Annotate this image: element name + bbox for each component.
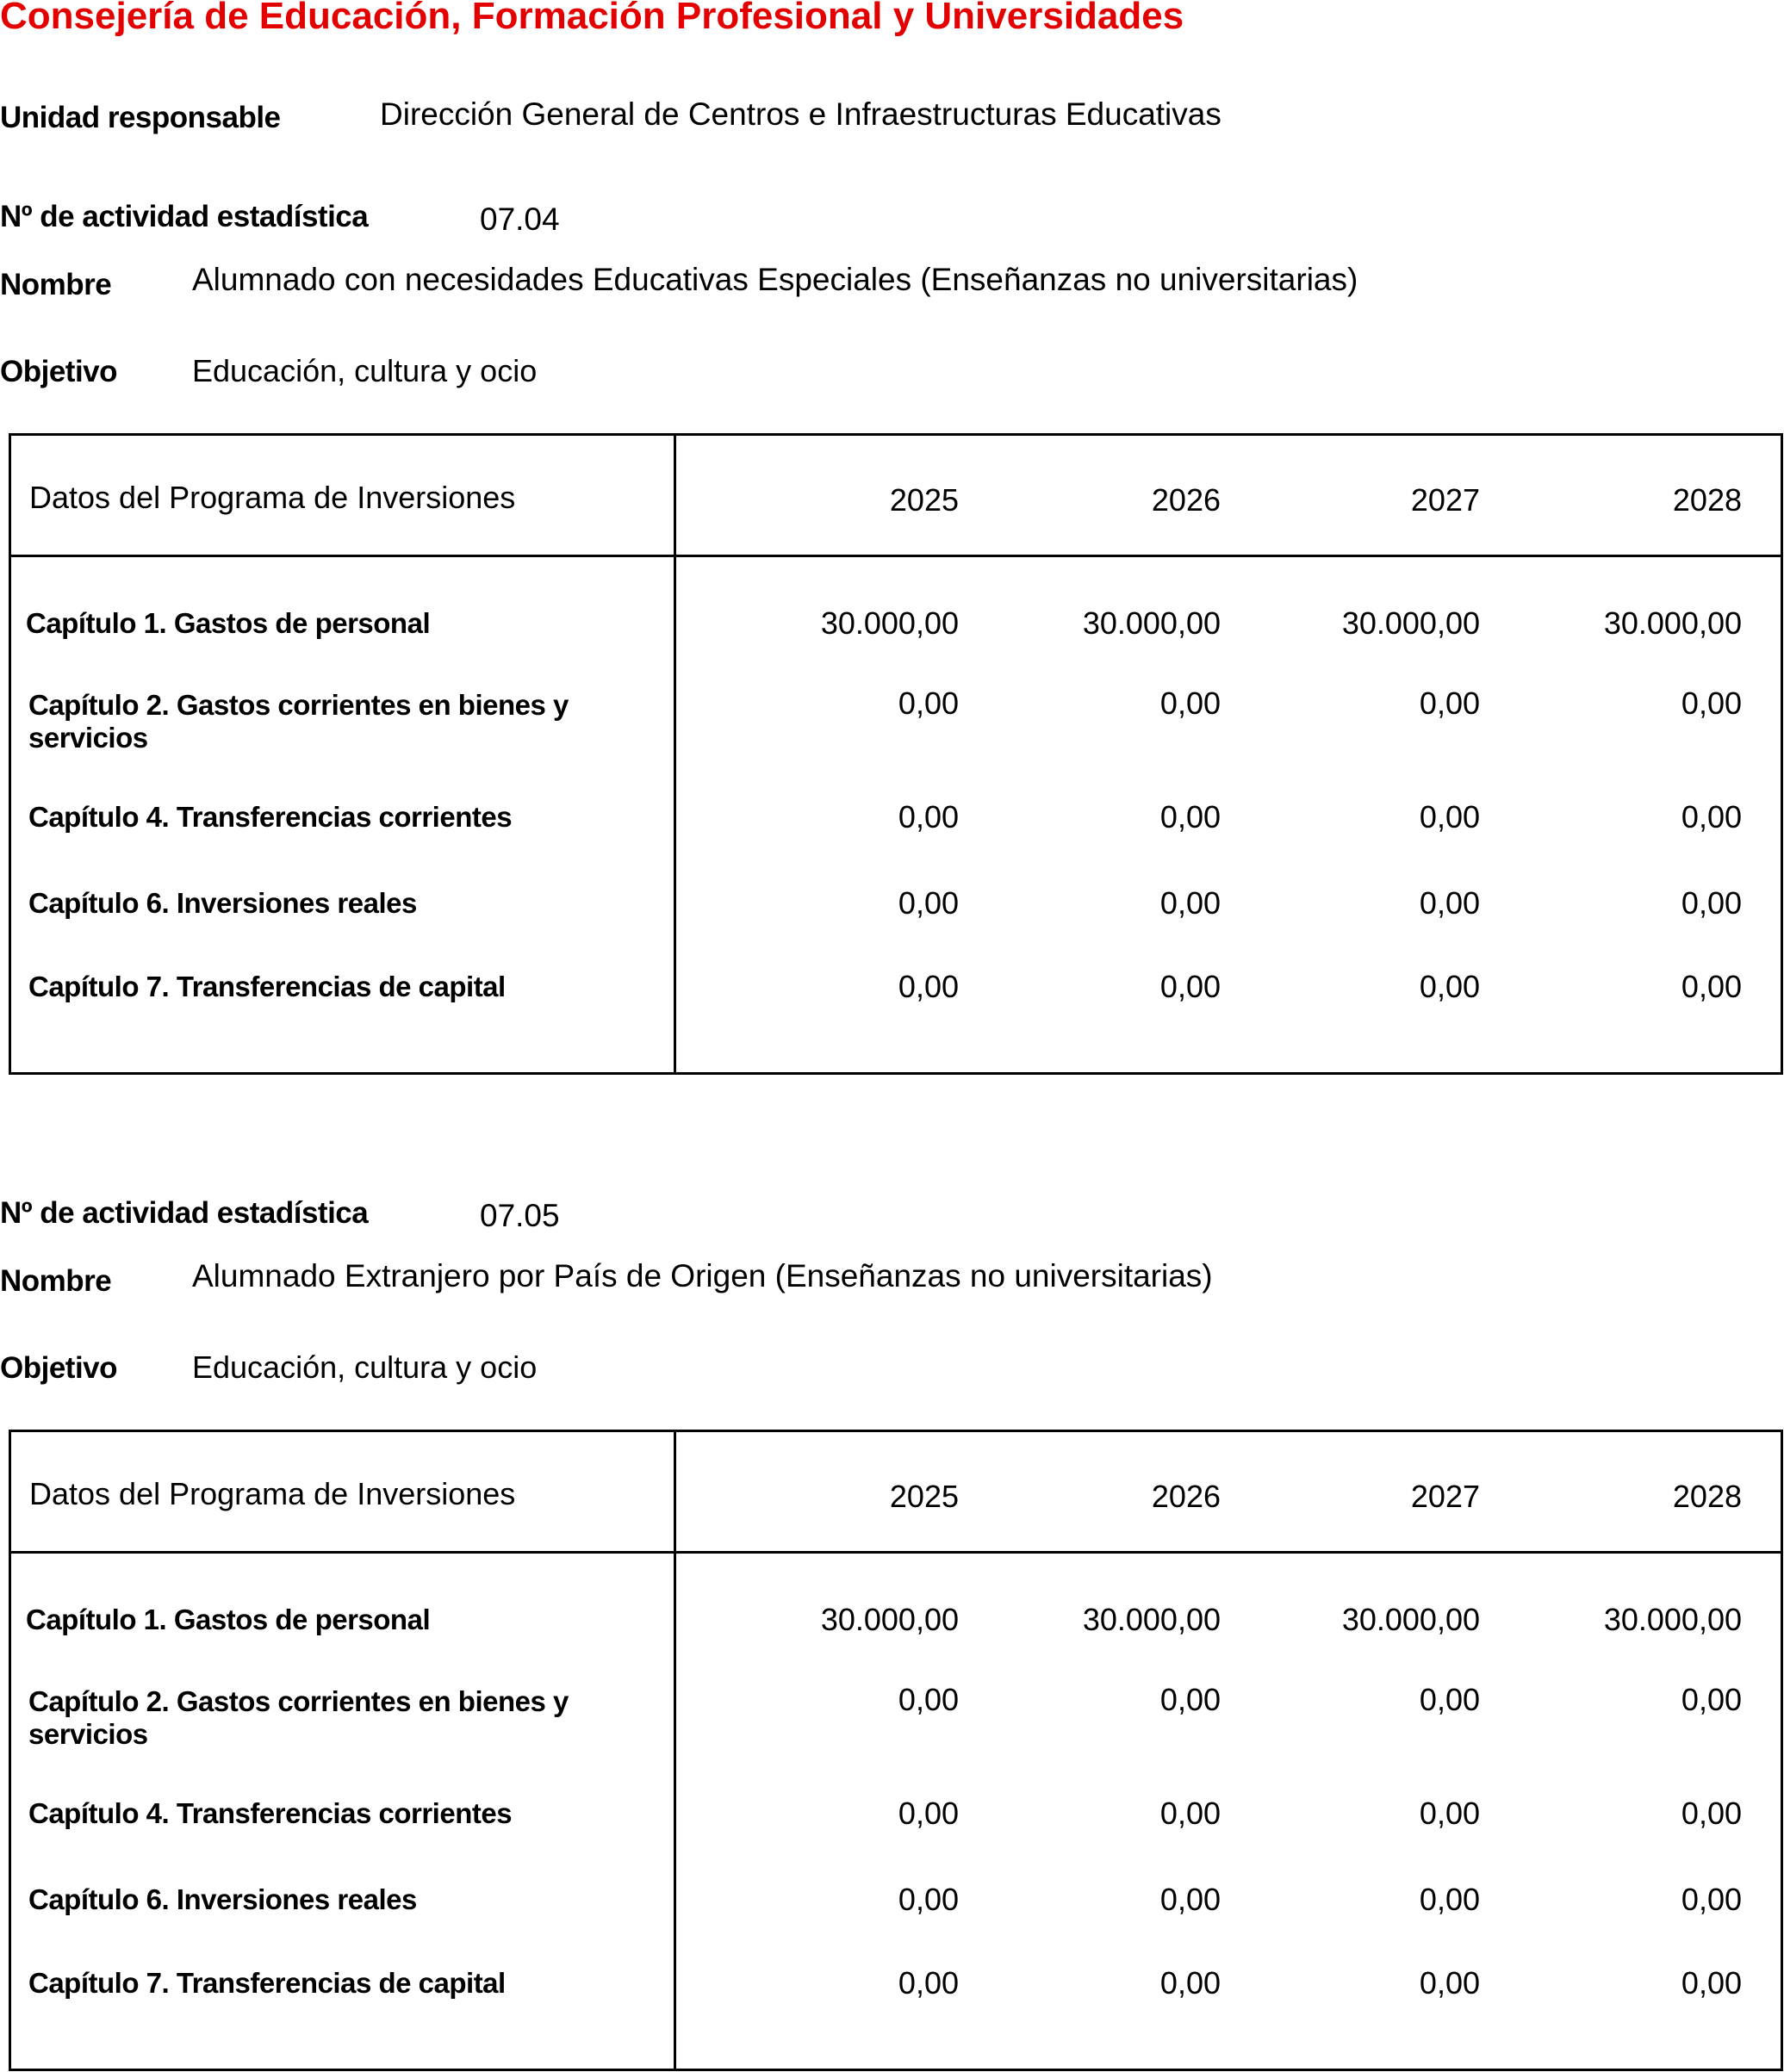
year-header: 2026 — [1151, 1479, 1221, 1514]
cell-value: 0,00 — [1681, 1882, 1742, 1917]
cell-value: 0,00 — [1419, 1965, 1480, 2001]
cell-value: 0,00 — [1681, 1682, 1742, 1717]
cell-value: 0,00 — [898, 685, 959, 721]
year-header: 2025 — [889, 482, 959, 518]
unit-value: Dirección General de Centros e Infraestructuras Educativas — [380, 96, 1221, 132]
year-header: 2027 — [1410, 1479, 1480, 1514]
cell-value: 0,00 — [1419, 969, 1480, 1004]
year-header: 2027 — [1410, 482, 1480, 518]
cell-value: 0,00 — [1681, 685, 1742, 721]
cell-value: 0,00 — [1159, 1796, 1221, 1831]
cell-value: 0,00 — [1681, 885, 1742, 921]
cell-value: 30.000,00 — [1082, 605, 1221, 641]
activity-objective: Educación, cultura y ocio — [192, 353, 538, 388]
cell-value: 30.000,00 — [820, 605, 959, 641]
year-header: 2025 — [889, 1479, 959, 1514]
unit-label: Unidad responsable — [0, 101, 281, 134]
cell-value: 0,00 — [898, 1796, 959, 1831]
table-column-divider — [674, 436, 676, 1072]
cell-value: 0,00 — [898, 799, 959, 834]
activity-number-label: Nº de actividad estadística — [0, 200, 369, 233]
row-label: Capítulo 7. Transferencias de capital — [28, 1967, 506, 1999]
cell-value: 0,00 — [1419, 1796, 1480, 1831]
activity-name-label: Nombre — [0, 1264, 112, 1298]
activity-number: 07.05 — [480, 1198, 560, 1233]
year-header: 2028 — [1672, 1479, 1742, 1514]
cell-value: 0,00 — [1159, 1682, 1221, 1717]
cell-value: 0,00 — [1419, 885, 1480, 921]
cell-value: 0,00 — [1159, 1965, 1221, 2001]
cell-value: 0,00 — [898, 885, 959, 921]
cell-value: 0,00 — [1159, 885, 1221, 921]
cell-value: 0,00 — [1681, 1796, 1742, 1831]
cell-value: 30.000,00 — [1603, 1602, 1742, 1637]
cell-value: 30.000,00 — [820, 1602, 959, 1637]
row-label: Capítulo 6. Inversiones reales — [28, 1883, 417, 1915]
row-label: Capítulo 2. Gastos corrientes en bienes y servicios — [28, 689, 569, 754]
cell-value: 30.000,00 — [1082, 1602, 1221, 1637]
cell-value: 0,00 — [1681, 969, 1742, 1004]
cell-value: 0,00 — [1681, 1965, 1742, 2001]
cell-value: 0,00 — [898, 1965, 959, 2001]
investment-table — [9, 433, 1783, 1075]
row-label: Capítulo 4. Transferencias corrientes — [28, 1797, 513, 1829]
activity-objective-label: Objetivo — [0, 355, 118, 388]
table-header-divider — [11, 1551, 1781, 1554]
investment-table — [9, 1430, 1783, 2071]
cell-value: 0,00 — [898, 969, 959, 1004]
cell-value: 0,00 — [1159, 969, 1221, 1004]
cell-value: 0,00 — [1419, 685, 1480, 721]
row-label: Capítulo 7. Transferencias de capital — [28, 971, 506, 1002]
activity-number: 07.04 — [480, 202, 560, 237]
cell-value: 30.000,00 — [1341, 605, 1480, 641]
row-label: Capítulo 4. Transferencias corrientes — [28, 801, 513, 833]
activity-name-label: Nombre — [0, 268, 112, 301]
cell-value: 0,00 — [898, 1682, 959, 1717]
cell-value: 0,00 — [1159, 1882, 1221, 1917]
cell-value: 0,00 — [1681, 799, 1742, 834]
year-header: 2028 — [1672, 482, 1742, 518]
cell-value: 0,00 — [1419, 1882, 1480, 1917]
cell-value: 30.000,00 — [1341, 1602, 1480, 1637]
row-label: Capítulo 2. Gastos corrientes en bienes y servicios — [28, 1685, 569, 1750]
activity-name: Alumnado con necesidades Educativas Especiales (Enseñanzas no universitarias) — [192, 262, 1358, 297]
cell-value: 0,00 — [1419, 799, 1480, 834]
table-column-divider — [674, 1432, 676, 2069]
year-header: 2026 — [1151, 482, 1221, 518]
table-header-label: Datos del Programa de Inversiones — [29, 480, 516, 515]
table-header-divider — [11, 555, 1781, 557]
activity-name: Alumnado Extranjero por País de Origen (Enseñanzas no universitarias) — [192, 1258, 1213, 1293]
activity-number-label: Nº de actividad estadística — [0, 1196, 369, 1230]
cell-value: 30.000,00 — [1603, 605, 1742, 641]
row-label: Capítulo 1. Gastos de personal — [26, 1604, 431, 1635]
cell-value: 0,00 — [1159, 685, 1221, 721]
table-header-label: Datos del Programa de Inversiones — [29, 1476, 516, 1511]
activity-objective: Educación, cultura y ocio — [192, 1349, 538, 1385]
page-title: Consejería de Educación, Formación Profesional y Universidades — [0, 0, 1184, 37]
cell-value: 0,00 — [1419, 1682, 1480, 1717]
cell-value: 0,00 — [898, 1882, 959, 1917]
row-label: Capítulo 1. Gastos de personal — [26, 607, 431, 639]
row-label: Capítulo 6. Inversiones reales — [28, 887, 417, 919]
activity-objective-label: Objetivo — [0, 1351, 118, 1385]
cell-value: 0,00 — [1159, 799, 1221, 834]
